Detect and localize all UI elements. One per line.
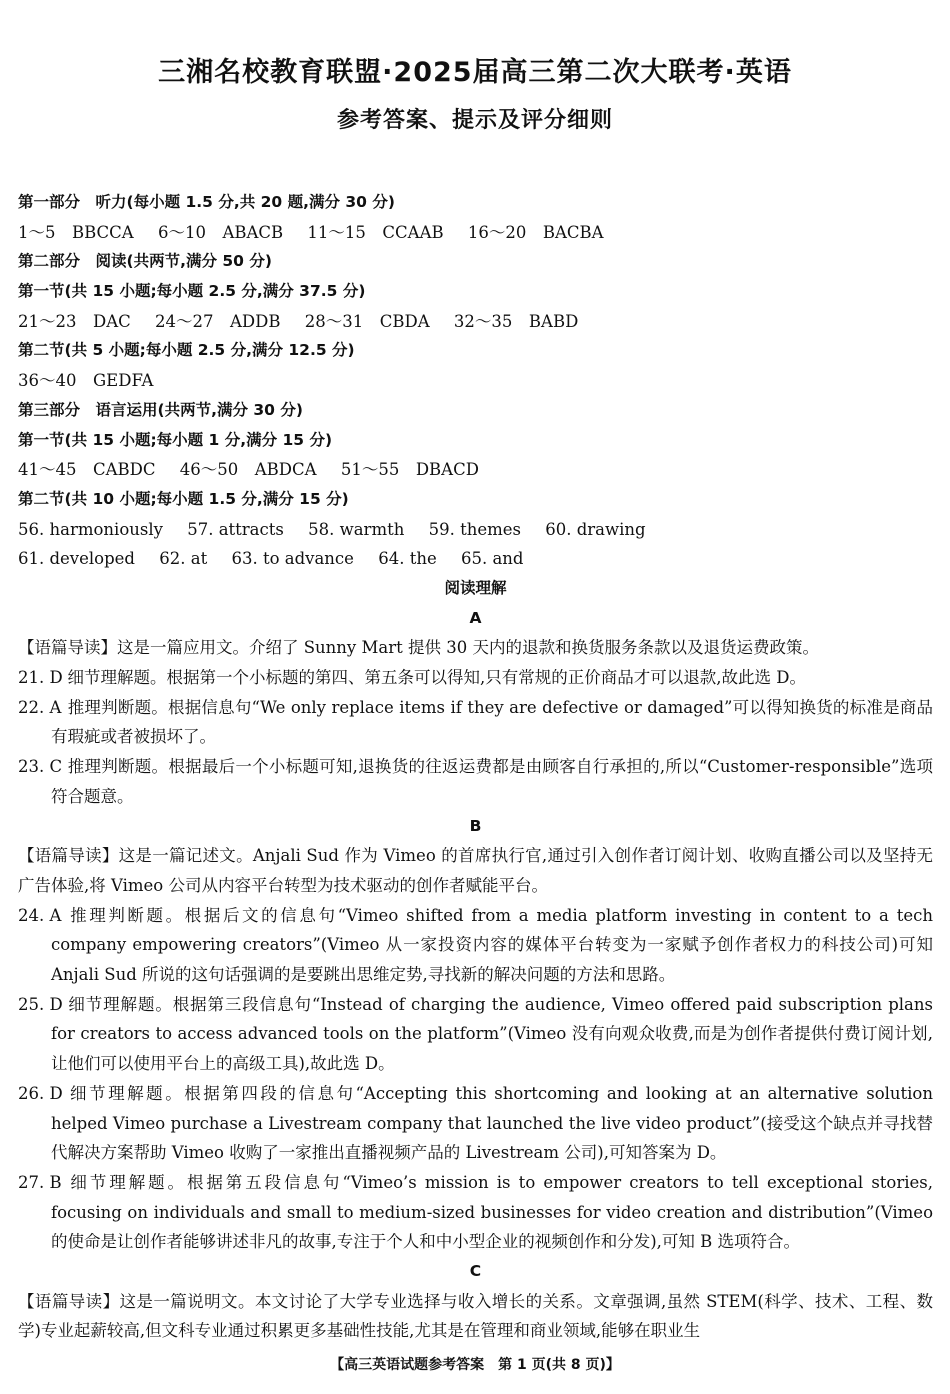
item-number: 26. D: [18, 1083, 63, 1103]
page-subtitle: 参考答案、提示及评分细则: [336, 108, 613, 133]
passage-b-label: B: [469, 816, 482, 835]
passage-c-label: C: [469, 1262, 482, 1281]
part2-heading: 第二部分 阅读(共两节,满分 50 分): [18, 252, 272, 271]
part3-section1-answers: [18, 455, 933, 485]
explanation-item: [18, 752, 933, 811]
item-number: 21. D: [18, 668, 63, 688]
intro-text: 这是一篇记述文。Anjali Sud 作为 Vimeo 的首席执行官,通过引入创作者订阅计划、收购直播公司以及坚持无广告体验,将 Vimeo 公司从内容平台转型为技术驱动的创作者赋能平台。: [18, 846, 934, 895]
part3-heading: 第三部分 语言运用(共两节,满分 30 分): [18, 400, 303, 419]
part2-section2-heading: 第二节(共 5 小题;每小题 2.5 分,满分 12.5 分): [18, 341, 355, 360]
answer-group: 11～15 CCAAB: [307, 222, 444, 242]
answer-group: 32～35 BABD: [453, 311, 579, 331]
explanation-item: [18, 1079, 933, 1168]
passage-a-intro: [18, 633, 933, 663]
part3-section1-heading: 第一节(共 15 小题;每小题 1 分,满分 15 分): [18, 430, 333, 449]
part3-section2-answers-row1: [18, 515, 933, 545]
word-answer: 60. drawing: [545, 519, 646, 539]
word-answer: 56. harmoniously: [18, 519, 163, 539]
item-number: 23. C: [18, 757, 63, 777]
intro-tag: 【语篇导读】: [18, 1291, 120, 1311]
part2-section1-heading: 第一节(共 15 小题;每小题 2.5 分,满分 37.5 分): [18, 282, 366, 301]
intro-text: 这是一篇说明文。本文讨论了大学专业选择与收入增长的关系。文章强调,虽然 STEM(科学、技术、工程、数学)专业起薪较高,但文科专业通过积累更多基础性技能,尤其是在管理和商业领域,能够在职业生: [18, 1291, 934, 1341]
part3-section2-heading: 第二节(共 10 小题;每小题 1.5 分,满分 15 分): [18, 489, 349, 508]
intro-tag: 【语篇导读】: [18, 846, 119, 866]
passage-a-label: A: [469, 608, 482, 627]
explanation-item: [18, 901, 933, 990]
intro-text: 这是一篇应用文。介绍了 Sunny Mart 提供 30 天内的退款和换货服务条款以及退货运费政策。: [117, 638, 819, 658]
item-text: 推理判断题。根据最后一个小标题可知,退换货的往返运费都是由顾客自行承担的,所以“Customer-responsible”选项符合题意。: [51, 757, 933, 806]
word-answer: 57. attracts: [187, 519, 284, 539]
answer-body: [18, 188, 933, 1346]
word-answer: 64. the: [378, 549, 437, 569]
word-answer: 62. at: [159, 549, 208, 569]
page-title: 三湘名校教育联盟·2025届高三第二次大联考·英语: [158, 57, 792, 88]
word-answer: 63. to advance: [231, 549, 354, 569]
explanation-item: [18, 1168, 933, 1257]
word-answer: 59. themes: [428, 519, 521, 539]
answer-group: 6～10 ABACB: [157, 222, 284, 242]
word-answer: 65. and: [460, 549, 524, 569]
answer-group: 16～20 BACBA: [467, 222, 604, 242]
passage-b-intro: [18, 841, 933, 900]
answer-group: 51～55 DBACD: [340, 460, 479, 480]
part3-section2-answers-row2: [18, 544, 933, 574]
passage-c-intro: [18, 1287, 933, 1346]
part1-heading: 第一部分 听力(每小题 1.5 分,共 20 题,满分 30 分): [18, 193, 395, 211]
item-text: 推理判断题。根据信息句“We only replace items if they are defective or damaged”可以得知换货的标准是商品有瑕疵或者被损坏了。: [51, 697, 933, 747]
answer-group: 21～23 DAC: [18, 311, 131, 331]
item-text: 推理判断题。根据后文的信息句“Vimeo shifted from a media platform investing in content to a tech company empowering creators”(Vimeo 从一家投资内容的媒体平台转变为一家赋予创作者权力的科技公司)可知 Anjali Sud 所说的这句话强调的是要跳出思维定势,寻找新的解决问题的方法和思路。: [51, 905, 933, 985]
word-answer: 61. developed: [18, 549, 135, 569]
part2-section2-answers: [18, 366, 933, 396]
reading-section-title: 阅读理解: [444, 578, 507, 597]
item-text: 细节理解题。根据第一个小标题的第四、第五条可以得知,只有常规的正价商品才可以退款,故此选 D。: [51, 668, 806, 688]
answer-group: 28～31 CBDA: [304, 311, 430, 331]
page-footer: 【高三英语试题参考答案 第 1 页(共 8 页)】: [330, 1357, 620, 1373]
answer-group: 46～50 ABDCA: [179, 460, 317, 480]
part2-section1-answers: [18, 307, 933, 337]
answer-group: 41～45 CABDC: [18, 460, 156, 480]
explanation-item: [18, 693, 933, 752]
item-text: 细节理解题。根据第三段信息句“Instead of charging the audience, Vimeo offered paid subscription plans for creators to access advanced tools on the platform”(Vimeo 没有向观众收费,而是为创作者提供付费订阅计划,让他们可以使用平台上的高级工具),故此选 D。: [51, 994, 933, 1074]
item-number: 27. B: [18, 1172, 62, 1192]
explanation-item: [18, 663, 933, 693]
item-text: 细节理解题。根据第五段信息句“Vimeo’s mission is to empower creators to tell exceptional stories, focusing on individuals and small to medium-sized businesses for video creation and distribution”(Vimeo 的使命是让创作者能够讲述非凡的故事,专注于个人和中小型企业的视频创作和分发),可知 B 选项符合。: [51, 1172, 933, 1252]
item-number: 24. A: [18, 905, 62, 925]
item-text: 细节理解题。根据第四段的信息句“Accepting this shortcoming and looking at an alternative solution helped Vimeo purchase a Livestream company that launched the live video product”(接受这个缺点并寻找替代解决方案帮助 Vimeo 收购了一家推出直播视频产品的 Livestream 公司),可知答案为 D。: [51, 1083, 933, 1163]
explanation-item: [18, 990, 933, 1079]
item-number: 25. D: [18, 994, 63, 1014]
intro-tag: 【语篇导读】: [18, 638, 117, 658]
word-answer: 58. warmth: [308, 519, 405, 539]
item-number: 22. A: [18, 697, 62, 717]
answer-group: 36～40 GEDFA: [18, 371, 154, 391]
part1-answers: [18, 218, 933, 248]
answer-group: 1～5 BBCCA: [18, 222, 134, 242]
answer-group: 24～27 ADDB: [155, 311, 281, 331]
